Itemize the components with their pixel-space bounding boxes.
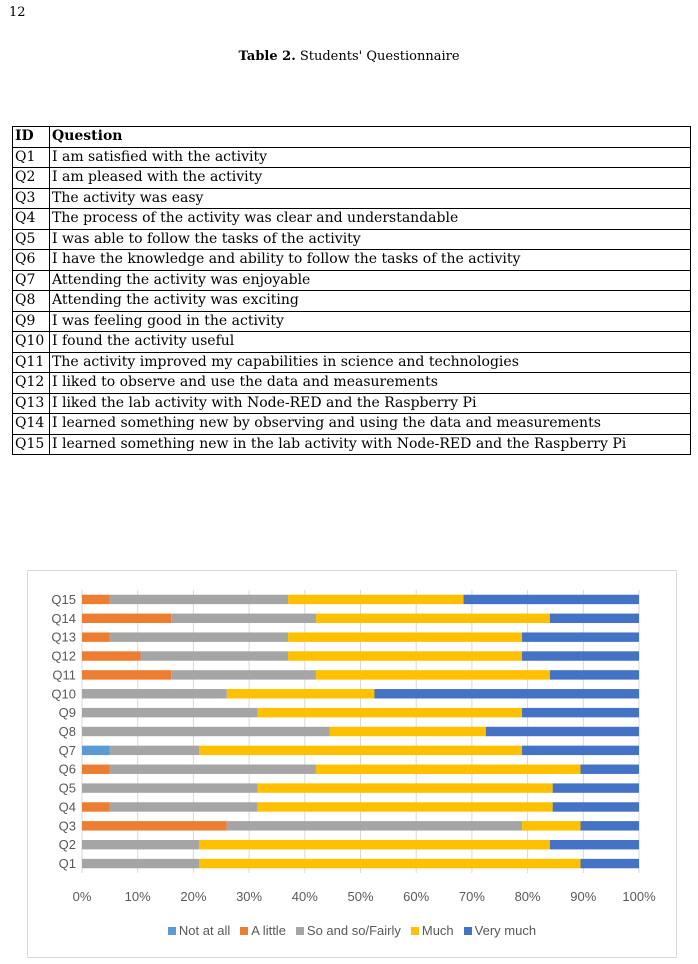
- table-row: [13, 311, 691, 332]
- header-id: ID: [13, 127, 50, 148]
- bar-segment: [316, 614, 550, 623]
- bar-segment: [522, 746, 639, 755]
- legend-swatch: [464, 927, 472, 935]
- header-question: Question: [50, 127, 691, 148]
- bar-segment: [316, 670, 550, 679]
- table-row: [13, 209, 691, 230]
- question-id: Q14: [13, 414, 50, 435]
- bar-segment: [257, 708, 522, 717]
- question-id: Q10: [13, 332, 50, 353]
- bar-segment: [82, 689, 227, 698]
- bar-segment: [553, 783, 639, 792]
- bar-segment: [110, 746, 199, 755]
- legend-label: Much: [421, 923, 454, 938]
- y-category-label: Q5: [58, 780, 76, 796]
- x-tick-label: 90%: [570, 889, 597, 904]
- question-text: I am pleased with the activity: [50, 168, 691, 189]
- bar-segment: [227, 689, 375, 698]
- bar-segment: [110, 632, 288, 641]
- question-id: Q5: [13, 229, 50, 250]
- y-category-label: Q9: [58, 705, 76, 721]
- legend-label: A little: [251, 923, 286, 938]
- question-text: I was feeling good in the activity: [50, 311, 691, 332]
- bar-segment: [522, 632, 639, 641]
- bar-segment: [581, 765, 639, 774]
- bar-segment: [257, 783, 552, 792]
- bar-segment: [288, 651, 522, 660]
- y-category-label: Q1: [58, 856, 76, 872]
- legend-label: Not at all: [178, 923, 231, 938]
- bar-segment: [288, 632, 522, 641]
- bar-segment: [82, 727, 330, 736]
- legend-swatch: [411, 927, 419, 935]
- bar-segment: [553, 802, 639, 811]
- question-text: The process of the activity was clear and understandable: [50, 209, 691, 230]
- page-number: 12: [9, 5, 26, 20]
- x-tick-label: 50%: [347, 889, 374, 904]
- y-category-label: Q7: [58, 742, 76, 758]
- question-text: I am satisfied with the activity: [50, 147, 691, 168]
- bar-segment: [330, 727, 486, 736]
- bar-segment: [82, 821, 227, 830]
- bar-segment: [82, 651, 140, 660]
- bar-segment: [550, 614, 639, 623]
- bar-segment: [82, 614, 171, 623]
- bar-segment: [288, 595, 463, 604]
- table-row: [13, 332, 691, 353]
- question-text: Attending the activity was enjoyable: [50, 270, 691, 291]
- legend-item: [240, 923, 286, 938]
- legend-swatch: [296, 927, 304, 935]
- question-id: Q3: [13, 188, 50, 209]
- table-row: [13, 250, 691, 271]
- bar-segment: [82, 859, 199, 868]
- bar-segment: [581, 821, 639, 830]
- question-id: Q11: [13, 352, 50, 373]
- x-tick-label: 100%: [622, 889, 656, 904]
- x-tick-label: 60%: [403, 889, 430, 904]
- legend-item: [296, 923, 401, 938]
- bar-segment: [110, 765, 316, 774]
- y-category-label: Q3: [58, 818, 76, 834]
- y-category-label: Q6: [58, 761, 76, 777]
- x-tick-label: 80%: [514, 889, 541, 904]
- bar-segment: [522, 651, 639, 660]
- bar-segment: [486, 727, 639, 736]
- x-tick-label: 40%: [291, 889, 318, 904]
- table-caption: [0, 49, 698, 64]
- bar-segment: [199, 859, 581, 868]
- table-row: [13, 414, 691, 435]
- legend-item: [464, 923, 536, 938]
- y-category-label: Q8: [58, 724, 76, 739]
- question-text: I found the activity useful: [50, 332, 691, 353]
- x-tick-label: 20%: [180, 889, 207, 904]
- bar-segment: [550, 670, 639, 679]
- legend-item: [168, 923, 230, 938]
- chart-svg: [28, 571, 676, 957]
- bar-segment: [82, 765, 110, 774]
- caption-label: Table 2.: [238, 49, 296, 64]
- x-tick-label: 0%: [72, 889, 92, 904]
- x-tick-label: 30%: [236, 889, 263, 904]
- y-category-label: Q15: [51, 591, 76, 607]
- bar-segment: [82, 670, 171, 679]
- question-id: Q7: [13, 270, 50, 291]
- legend-swatch: [168, 927, 176, 935]
- bar-segment: [82, 802, 110, 811]
- y-category-label: Q13: [51, 629, 76, 645]
- question-text: The activity improved my capabilities in science and technologies: [50, 352, 691, 373]
- question-text: I learned something new by observing and using the data and measurements: [50, 414, 691, 435]
- questionnaire-table: [12, 126, 691, 455]
- bar-segment: [257, 802, 552, 811]
- question-id: Q8: [13, 291, 50, 312]
- bar-segment: [199, 840, 550, 849]
- question-id: Q4: [13, 209, 50, 230]
- bar-segment: [82, 595, 110, 604]
- y-category-label: Q4: [58, 799, 76, 815]
- table-row: [13, 393, 691, 414]
- bar-segment: [171, 670, 316, 679]
- bar-segment: [82, 746, 110, 755]
- table-row: [13, 168, 691, 189]
- question-text: I liked the lab activity with Node-RED and the Raspberry Pi: [50, 393, 691, 414]
- bar-segment: [82, 783, 257, 792]
- bar-segment: [82, 840, 199, 849]
- bar-segment: [374, 689, 639, 698]
- table-row: [13, 188, 691, 209]
- y-category-label: Q12: [51, 648, 76, 664]
- question-id: Q15: [13, 434, 50, 455]
- bar-segment: [110, 595, 288, 604]
- y-category-label: Q2: [58, 837, 76, 853]
- question-text: I was able to follow the tasks of the activity: [50, 229, 691, 250]
- question-text: Attending the activity was exciting: [50, 291, 691, 312]
- table-row: [13, 434, 691, 455]
- question-text: I liked to observe and use the data and measurements: [50, 373, 691, 394]
- question-id: Q12: [13, 373, 50, 394]
- table-row: [13, 352, 691, 373]
- bar-segment: [110, 802, 258, 811]
- question-text: I learned something new in the lab activity with Node-RED and the Raspberry Pi: [50, 434, 691, 455]
- chart-legend: [28, 923, 676, 938]
- y-category-label: Q10: [51, 686, 76, 702]
- legend-label: Very much: [474, 923, 537, 938]
- bar-segment: [550, 840, 639, 849]
- table-row: [13, 270, 691, 291]
- table-row: [13, 373, 691, 394]
- table-row: [13, 229, 691, 250]
- x-tick-label: 70%: [458, 889, 485, 904]
- question-text: I have the knowledge and ability to follow the tasks of the activity: [50, 250, 691, 271]
- bar-segment: [199, 746, 522, 755]
- question-id: Q2: [13, 168, 50, 189]
- bar-segment: [522, 708, 639, 717]
- legend-label: So and so/Fairly: [306, 923, 401, 938]
- bar-segment: [522, 821, 580, 830]
- bar-segment: [316, 765, 581, 774]
- bar-segment: [82, 632, 110, 641]
- bar-segment: [581, 859, 639, 868]
- caption-text: Students' Questionnaire: [299, 49, 460, 64]
- bar-segment: [171, 614, 316, 623]
- y-category-label: Q14: [51, 610, 76, 626]
- question-id: Q1: [13, 147, 50, 168]
- question-text: The activity was easy: [50, 188, 691, 209]
- table-row: [13, 291, 691, 312]
- table-row: [13, 147, 691, 168]
- bar-segment: [227, 821, 522, 830]
- bar-segment: [82, 708, 257, 717]
- question-id: Q9: [13, 311, 50, 332]
- table-header-row: [13, 127, 691, 148]
- x-tick-label: 10%: [124, 889, 151, 904]
- bar-segment: [464, 595, 639, 604]
- legend-swatch: [240, 927, 248, 935]
- question-id: Q13: [13, 393, 50, 414]
- legend-item: [411, 923, 454, 938]
- bar-segment: [140, 651, 288, 660]
- y-category-label: Q11: [52, 667, 76, 683]
- stacked-bar-chart: [27, 570, 677, 958]
- question-id: Q6: [13, 250, 50, 271]
